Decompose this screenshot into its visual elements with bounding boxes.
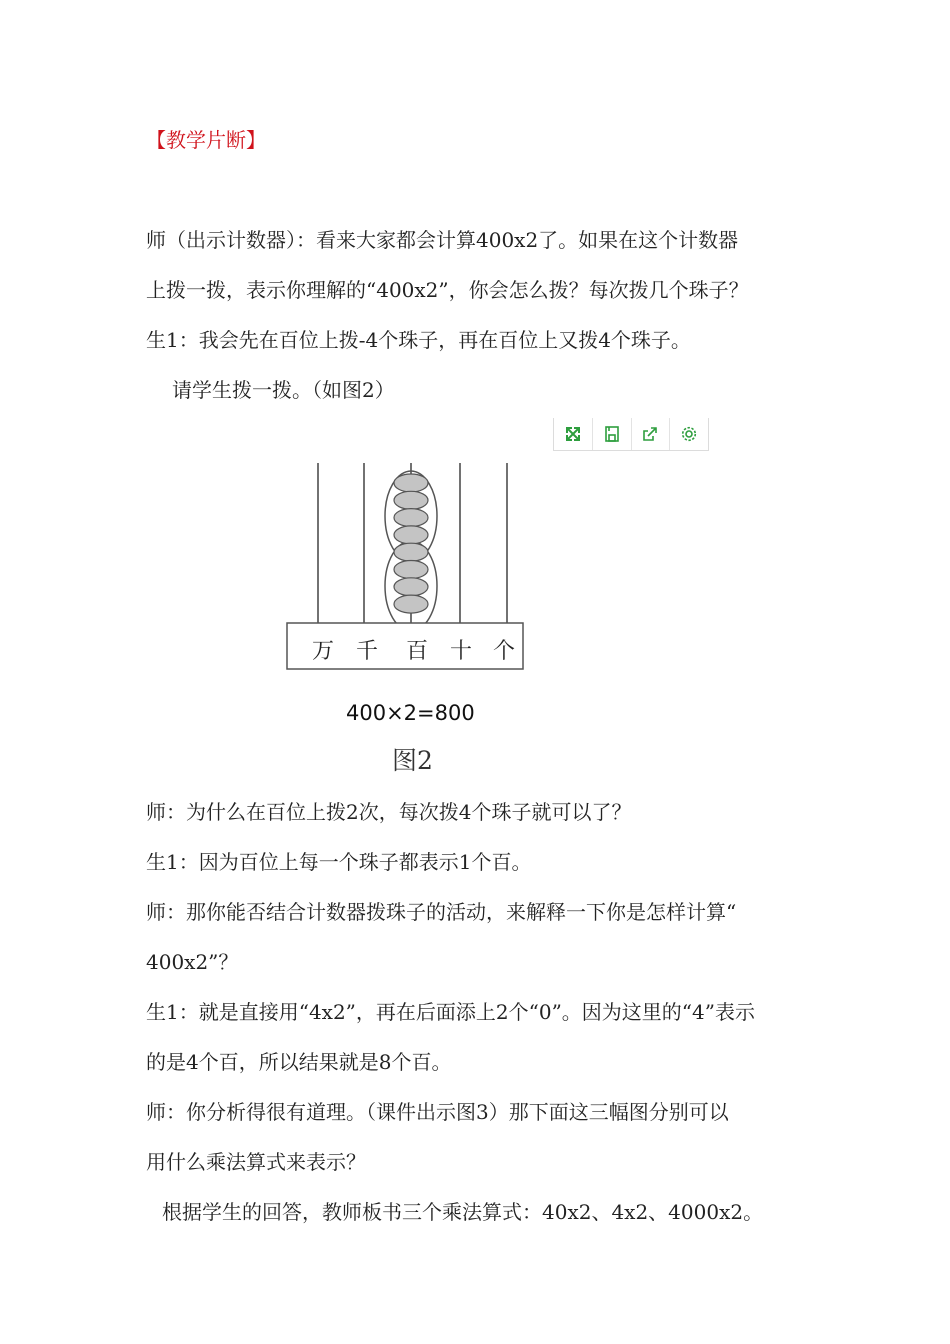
save-button[interactable]: [593, 418, 632, 450]
bead: [394, 491, 428, 509]
paragraph-student-2: 生1：因为百位上每一个珠子都表示1个百。: [146, 850, 532, 874]
settings-icon: [680, 425, 698, 443]
paragraph-teacher-1a: 师（出示计数器）：看来大家都会计算400x2了。如果在这个计数器: [146, 228, 739, 252]
place-label-ge: 个: [493, 639, 516, 664]
image-toolbar: [553, 418, 709, 451]
figure-caption: 图2: [392, 746, 433, 775]
section-title: 【教学片断】: [146, 128, 266, 152]
bead: [394, 595, 428, 613]
figure-formula: 400×2=800: [346, 701, 475, 725]
paragraph-teacher-3b: 400x2”？: [146, 950, 239, 974]
bead: [394, 578, 428, 596]
place-label-wan: 万: [312, 639, 335, 664]
paragraph-teacher-4a: 师：你分析得很有道理。（课件出示图3）那下面这三幅图分别可以: [146, 1100, 729, 1124]
paragraph-student-3a: 生1：就是直接用“4x2”，再在后面添上2个“0”。因为这里的“4”表示: [146, 1000, 755, 1024]
abacus-drawing: [280, 455, 550, 785]
paragraph-summary: 根据学生的回答，教师板书三个乘法算式：40x2、4x2、4000x2。: [162, 1200, 764, 1224]
bead: [394, 509, 428, 527]
paragraph-instruction: 请学生拨一拨。（如图2）: [172, 378, 395, 402]
paragraph-teacher-3a: 师：那你能否结合计数器拨珠子的活动，来解释一下你是怎样计算“: [146, 900, 737, 924]
place-label-shi: 十: [450, 639, 473, 664]
paragraph-student-1: 生1：我会先在百位上拨-4个珠子，再在百位上又拨4个珠子。: [146, 328, 691, 352]
beads-hundreds: [394, 474, 428, 613]
paragraph-teacher-2: 师：为什么在百位上拨2次，每次拨4个珠子就可以了？: [146, 800, 632, 824]
place-label-qian: 千: [356, 639, 379, 664]
save-icon: [603, 425, 621, 443]
bead: [394, 474, 428, 492]
share-button[interactable]: [632, 418, 671, 450]
expand-button[interactable]: [554, 418, 593, 450]
bead: [394, 526, 428, 544]
place-label-bai: 百: [406, 639, 429, 664]
bead: [394, 561, 428, 579]
expand-icon: [564, 425, 582, 443]
settings-button[interactable]: [670, 418, 708, 450]
abacus-figure: [280, 455, 550, 785]
paragraph-student-3b: 的是4个百，所以结果就是8个百。: [146, 1050, 452, 1074]
paragraph-teacher-4b: 用什么乘法算式来表示？: [146, 1150, 366, 1174]
paragraph-teacher-1b: 上拨一拨，表示你理解的“400x2”，你会怎么拨？每次拨几个珠子？: [146, 278, 749, 302]
bead: [394, 543, 428, 561]
share-icon: [641, 425, 659, 443]
